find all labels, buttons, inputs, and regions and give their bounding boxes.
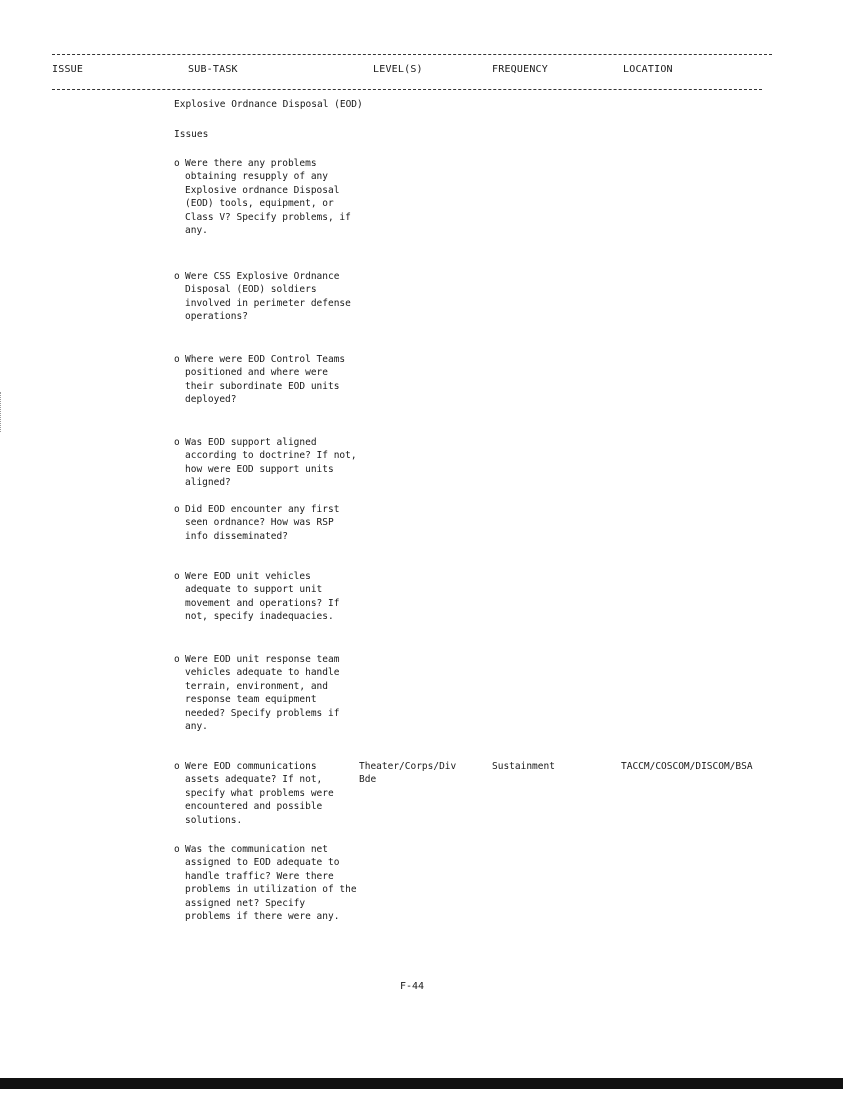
bullet: o: [174, 844, 180, 855]
bullet: o: [174, 761, 180, 772]
question-text: Was EOD support aligned according to doctrine? If not, how were EOD support units aligned?: [185, 437, 357, 489]
row-levels: Theater/Corps/Div Bde: [359, 761, 457, 786]
section-title: Explosive Ordnance Disposal (EOD): [174, 99, 363, 110]
row-frequency: Sustainment: [492, 761, 555, 772]
bullet: o: [174, 354, 180, 365]
question-text: Did EOD encounter any first seen ordnance? How was RSP info disseminated?: [185, 504, 340, 542]
bullet: o: [174, 158, 180, 169]
question-text: Were EOD unit vehicles adequate to support unit movement and operations? If not, specify inadequacies.: [185, 571, 340, 623]
header-top-rule: [52, 54, 772, 55]
question-text: Were CSS Explosive Ordnance Disposal (EOD) soldiers involved in perimeter defense operations?: [185, 271, 351, 323]
header-issue: ISSUE: [52, 64, 84, 75]
question-text: Were there any problems obtaining resupply of any Explosive ordnance Disposal (EOD) tools, equipment, or Class V? Specify problems, if any.: [185, 158, 351, 237]
question-item: [174, 760, 384, 827]
page-number: F-44: [400, 981, 425, 992]
question-item: [174, 353, 384, 407]
question-item: [174, 436, 384, 490]
question-text: Were EOD unit response team vehicles adequate to handle terrain, environment, and response team equipment needed? Specify problems if any.: [185, 654, 340, 733]
question-text: Were EOD communications assets adequate? If not, specify what problems were encountered and possible solutions.: [185, 761, 334, 826]
question-text: Was the communication net assigned to EOD adequate to handle traffic? Were there problems in utilization of the assigned net? Specify problems if there were any.: [185, 844, 357, 923]
scan-edge-mark: [0, 392, 1, 432]
header-levels: LEVEL(S): [373, 64, 423, 75]
bullet: o: [174, 504, 180, 515]
bullet: o: [174, 654, 180, 665]
header-location: LOCATION: [623, 64, 673, 75]
question-item: [174, 653, 384, 733]
scan-bottom-bar: [0, 1078, 843, 1089]
bullet: o: [174, 571, 180, 582]
row-location: TACCM/COSCOM/DISCOM/BSA: [621, 761, 753, 772]
header-frequency: FREQUENCY: [492, 64, 548, 75]
question-item: [174, 503, 384, 543]
question-text: Where were EOD Control Teams positioned and where were their subordinate EOD units deployed?: [185, 354, 346, 406]
bullet: o: [174, 437, 180, 448]
question-item: [174, 157, 384, 237]
header-bottom-rule: [52, 89, 762, 90]
issues-label: Issues: [174, 129, 209, 140]
header-subtask: SUB-TASK: [188, 64, 238, 75]
question-item: [174, 270, 384, 324]
question-item: [174, 570, 384, 624]
question-item: [174, 843, 384, 923]
bullet: o: [174, 271, 180, 282]
